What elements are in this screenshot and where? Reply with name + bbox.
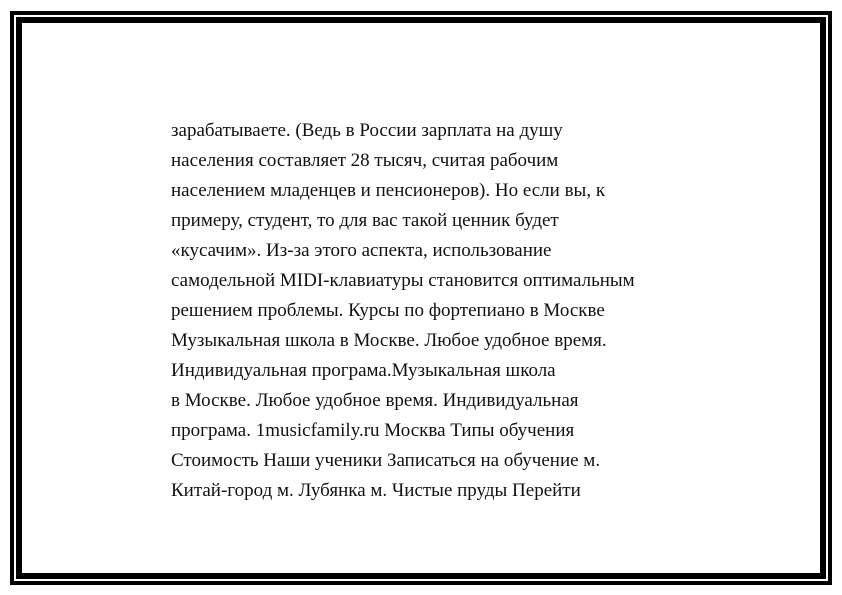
text-line: зарабатываете. (Ведь в России зарплата на душу xyxy=(171,120,563,141)
text-line: в Москве. Любое удобное время. Индивидуальная xyxy=(171,390,579,411)
text-line: Индивидуальная програма.Музыкальная школа xyxy=(171,360,556,381)
text-line: населения составляет 28 тысяч, считая рабочим xyxy=(171,150,559,171)
text-line: примеру, студент, то для вас такой ценник будет xyxy=(171,210,559,231)
text-line: «кусачим». Из-за этого аспекта, использование xyxy=(171,240,552,261)
text-line: програма. 1musicfamily.ru Москва Типы обучения xyxy=(171,420,575,441)
text-line: населением младенцев и пенсионеров). Но если вы, к xyxy=(171,180,606,201)
text-line: самодельной MIDI-клавиатуры становится оптимальным xyxy=(171,270,635,291)
text-line: решением проблемы. Курсы по фортепиано в Москве xyxy=(171,300,605,321)
text-line: Стоимость Наши ученики Записаться на обучение м. xyxy=(171,450,601,471)
text-line: Музыкальная школа в Москве. Любое удобное время. xyxy=(171,330,607,351)
text-line: Китай-город м. Лубянка м. Чистые пруды Перейти xyxy=(171,480,581,501)
slide-text-block xyxy=(171,116,771,506)
